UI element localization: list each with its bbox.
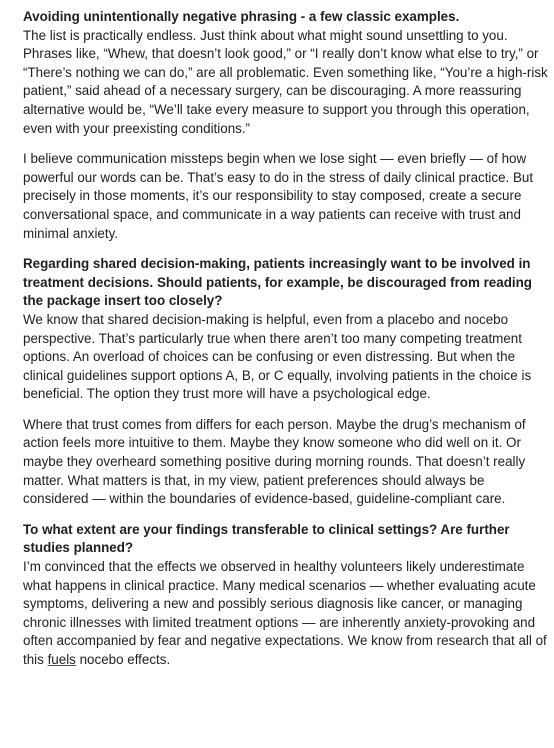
paragraph-tail: nocebo effects. — [79, 652, 171, 667]
section-negative-phrasing — [23, 8, 549, 243]
paragraph: I believe communication missteps begin when we lose sight — even briefly — of how powerful our words can be. That’s easy to do in the stress of daily clinical practice. But precisely in those moments, it’s our responsibility to stay composed, create a secure conversational space, and communicate in a way patients can receive with trust and minimal anxiety. — [23, 151, 534, 241]
fuels-link[interactable]: fuels — [47, 652, 76, 667]
section-shared-decision-making — [23, 255, 549, 509]
paragraph-text: I’m convinced that the effects we observed in healthy volunteers likely underestimate what happens in clinical practice. Many medical scenarios — whether evaluating acute symptoms, delivering a new and possibly serious diagnosis like cancer, or managing chronic illnesses with limited treatment options — are inherently anxiety-provoking and often accompanied by fear and negative expectations. We know from research that all of this — [23, 559, 547, 667]
paragraph: Where that trust comes from differs for each person. Maybe the drug’s mechanism of action feels more intuitive to them. Maybe they know someone who did well on it. Or maybe they overheard something positive during morning rounds. That doesn’t really matter. What matters is that, in my view, patient preferences should always be considered — within the boundaries of evidence-based, guideline-compliant care. — [23, 416, 526, 507]
article-body — [23, 8, 549, 682]
paragraph: The list is practically endless. Just think about what might sound unsettling to you. Phrases like, “Whew, that doesn’t look good,” or “I really don’t know what else to try,” or “There’s nothing we can do,” are all problematic. Even something like, “You’re a high-risk patient,” said ahead of a necessary surgery, can be discouraging. A more reassuring alternative would be, “We’ll take every measure to support you through this operation, even with your preexisting conditions.” — [23, 27, 548, 136]
section-clinical-transfer — [23, 521, 549, 670]
section-heading: To what extent are your findings transferable to clinical settings? Are further studies planned? — [23, 521, 510, 556]
paragraph — [23, 558, 549, 670]
paragraph: We know that shared decision-making is helpful, even from a placebo and nocebo perspective. That’s particularly true when there aren’t too many competing treatment options. An overload of choices can be confusing or even distressing. But when the clinical guidelines support options A, B, or C equally, involving patients in the choice is beneficial. The option they trust more will have a psychological edge. — [23, 311, 532, 402]
section-heading: Regarding shared decision-making, patients increasingly want to be involved in treatment decisions. Should patients, for example, be discouraged from reading the package insert too closely? — [23, 256, 532, 309]
section-heading: Avoiding unintentionally negative phrasing - a few classic examples. — [23, 9, 460, 24]
